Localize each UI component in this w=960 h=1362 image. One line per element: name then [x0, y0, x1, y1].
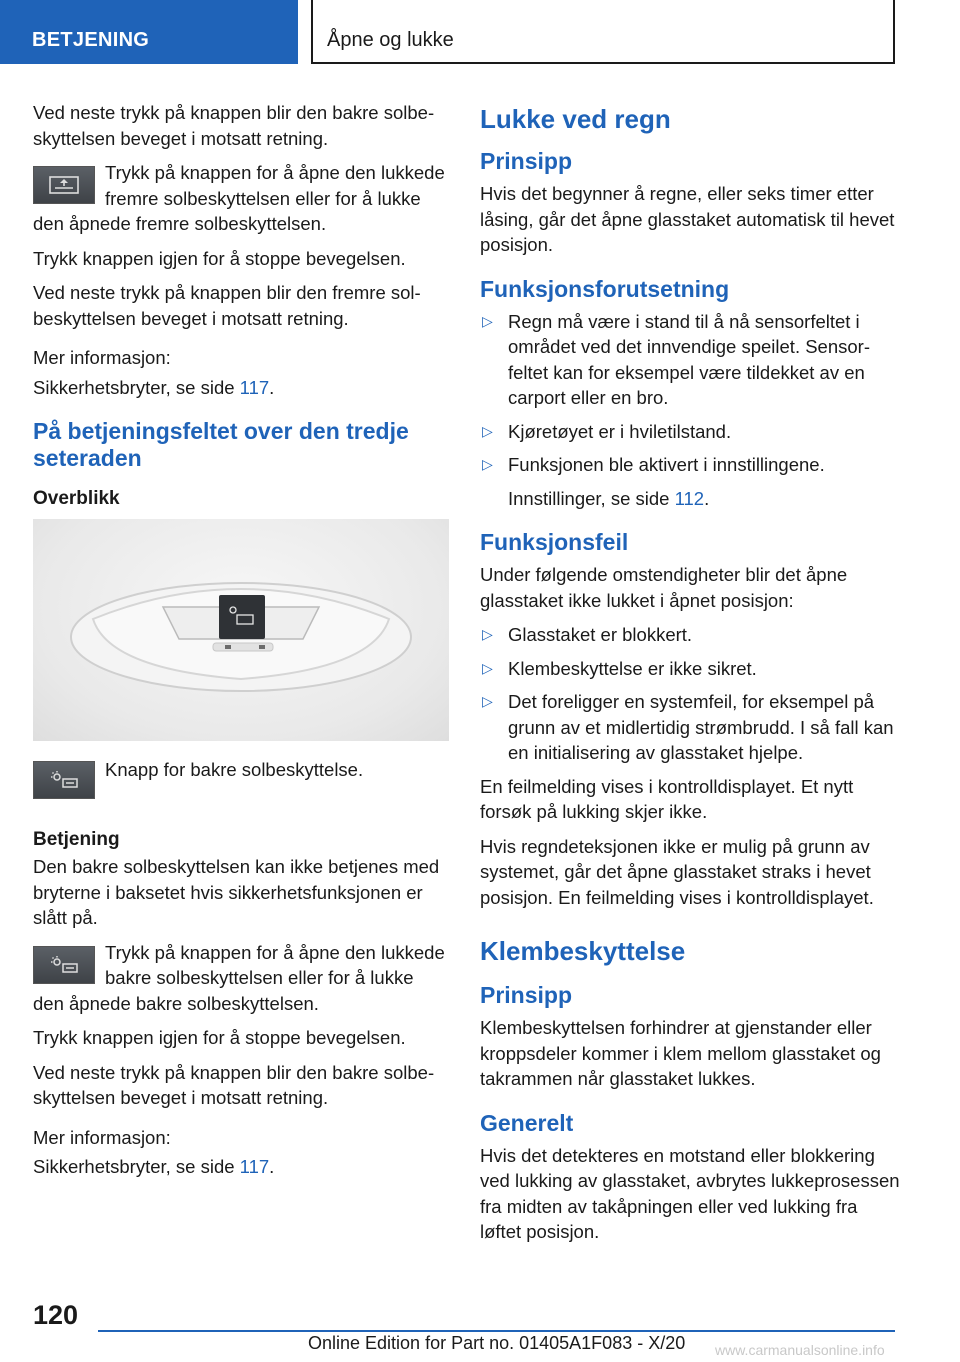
section-heading: Lukke ved regn: [480, 104, 671, 134]
paragraph: Ved neste trykk på knappen blir den bakre solbeskyttelsen beveget i motsatt retning.: [33, 1061, 435, 1108]
paragraph: Trykk knappen igjen for å stoppe bevegelsen.: [33, 1027, 406, 1048]
paragraph: Klembeskyttelsen forhindrer at gjenstander eller kroppsdeler kommer i klem mellom glasstaket og takrammen når glasstaket lukkes.: [480, 1017, 881, 1089]
triangle-bullet-icon: ▷: [482, 626, 493, 642]
icon-paragraph: [33, 940, 449, 1026]
paragraph: Ved neste trykk på knappen blir den bakre solbeskyttelsen beveget i motsatt retning.: [33, 102, 435, 149]
icon-caption: [33, 755, 449, 803]
list-item-text: Funksjonen ble aktivert i innstillingene.: [508, 454, 825, 475]
paragraph: Hvis det begynner å regne, eller seks timer etter låsing, går det åpne glasstaket automatisk til hevet posisjon.: [480, 183, 895, 255]
subheading: Overblikk: [33, 488, 120, 509]
subsection-heading: Funksjonsfeil: [480, 529, 629, 555]
list-item-text: Glasstaket er blokkert.: [508, 624, 693, 645]
paragraph: En feilmelding vises i kontrolldisplayet. Et nytt forsøk på lukking skjer ikke.: [480, 775, 854, 822]
page-number: 120: [33, 1300, 79, 1330]
reference-text: Sikkerhetsbryter, se side: [33, 1156, 240, 1177]
list-item-text: Kjøretøyet er i hviletilstand.: [508, 420, 732, 442]
ceiling-switch-photo: [33, 519, 449, 741]
triangle-bullet-icon: ▷: [482, 312, 493, 329]
triangle-bullet-icon: ▷: [482, 422, 493, 439]
rear-sunblind-button-icon: [33, 761, 95, 799]
reference: [33, 375, 449, 401]
paragraph: Trykk på knappen for å åpne den lukkede fremre solbeskyttelsen eller for å lukke den åpnede fremre solbeskyttelsen.: [33, 162, 445, 234]
list-item: [480, 452, 900, 478]
paragraph: Ved neste trykk på knappen blir den fremre solbeskyttelsen beveget i motsatt retning.: [33, 282, 421, 329]
reference: [33, 1154, 449, 1180]
subsection-heading: Generelt: [480, 1109, 574, 1136]
fault-list: [480, 622, 900, 766]
list-item: [480, 309, 900, 411]
subsection-heading: Prinsipp: [480, 982, 573, 1008]
section-title: BETJENING: [32, 29, 150, 51]
subsection-heading: Funksjonsforutsetning: [480, 275, 730, 302]
paragraph: Trykk knappen igjen for å stoppe bevegelsen.: [33, 247, 406, 269]
page-link[interactable]: 112: [674, 487, 705, 509]
section-heading: På betjeningsfeltet over den tredje seteraden: [33, 418, 409, 471]
list-item: [480, 656, 900, 682]
paragraph: Mer informasjon:: [33, 1126, 171, 1148]
triangle-bullet-icon: ▷: [482, 659, 493, 676]
list-item-text: Regn må være i stand til å nå sensorfeltet i området ved det innvendige speilet. Sensorfeltet kan for eksempel være tildekket av en carport eller en bro.: [508, 310, 871, 408]
requirement-list: [480, 309, 900, 478]
list-item-text: Klembeskyttelse er ikke sikret.: [508, 657, 757, 679]
triangle-bullet-icon: ▷: [482, 693, 493, 709]
reference-end: .: [269, 376, 275, 398]
rear-sunblind-button-icon: [33, 946, 95, 984]
reference-text: Sikkerhetsbryter, se side: [33, 376, 240, 398]
right-column: [480, 100, 900, 1254]
subheading: Betjening: [33, 829, 120, 850]
reference-end: .: [704, 487, 710, 509]
section-tab: [0, 0, 298, 64]
caption: Knapp for bakre solbeskyttelse.: [105, 759, 364, 780]
front-sunblind-button-icon: [33, 166, 95, 204]
list-item: [480, 622, 900, 648]
page-link[interactable]: 117: [239, 376, 270, 398]
page-link[interactable]: 117: [239, 1156, 270, 1177]
paragraph: Mer informasjon:: [33, 347, 171, 368]
paragraph: Hvis regndeteksjonen ikke er mulig på grunn av systemet, går det åpne glasstaket straks i hevet posisjon. En feilmelding vises i kontrolldisplayet.: [480, 835, 874, 908]
chapter-header: [311, 0, 895, 64]
footer-divider: [98, 1330, 895, 1332]
list-item: [480, 689, 900, 766]
paragraph: Under følgende omstendigheter blir det åpne glasstaket ikke lukket i åpnet posisjon:: [480, 564, 848, 611]
list-item: [480, 419, 900, 445]
reference: [480, 486, 900, 512]
paragraph: Hvis det detekteres en motstand eller blokkering ved lukking av glasstaket, avbrytes lukkeprosessen fra midten av takåpningen eller ved lukking fra løftet posisjon.: [480, 1144, 900, 1242]
reference-end: .: [269, 1156, 275, 1177]
section-heading: Klembeskyttelse: [480, 936, 686, 966]
edition-text: Online Edition for Part no. 01405A1F083 - X/20: [308, 1333, 686, 1353]
paragraph: Den bakre solbeskyttelsen kan ikke betjenes med bryterne i baksetet hvis sikkerhetsfunksjonen er slått på.: [33, 856, 440, 928]
subsection-heading: Prinsipp: [480, 148, 573, 174]
list-item-text: Det foreligger en systemfeil, for eksempel på grunn av et midlertidig strømbrudd. I så fall kan en initialisering av glasstaket hjelpe.: [508, 691, 894, 763]
reference-text: Innstillinger, se side: [508, 487, 675, 509]
icon-paragraph: [33, 160, 449, 246]
chapter-title: Åpne og lukke: [327, 29, 454, 51]
watermark: www.carmanualsonline.info: [715, 1342, 885, 1358]
left-column: [33, 100, 449, 1189]
triangle-bullet-icon: ▷: [482, 456, 493, 472]
paragraph: Trykk på knappen for å åpne den lukkede bakre solbeskyttelsen eller for å lukke den åpnede bakre solbeskyttelsen.: [33, 941, 445, 1014]
